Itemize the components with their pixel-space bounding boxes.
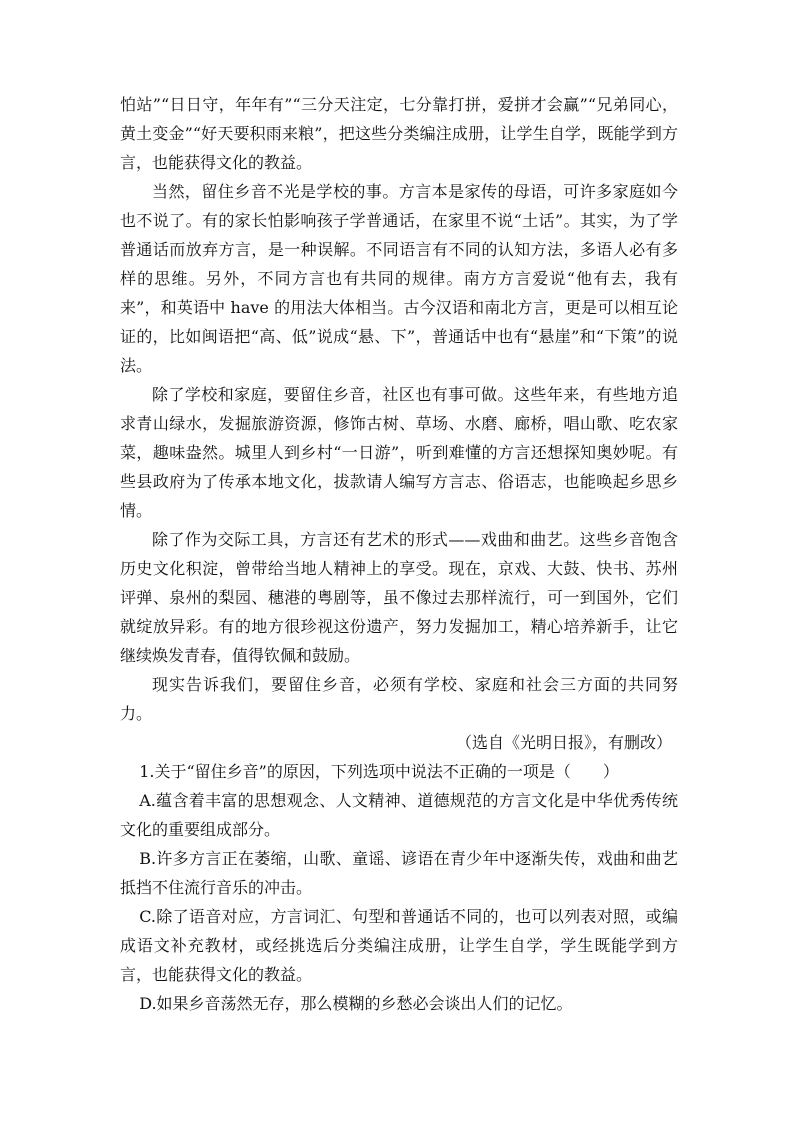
question-option-d: D.如果乡音荡然无存，那么模糊的乡愁必会谈出人们的记忆。 (139, 994, 573, 1013)
article-source: （选自《光明日报》，有删改） (455, 733, 672, 752)
article-paragraph-1: 当然，留住乡音不光是学校的事。方言本是家传的母语，可许多家庭如今也不说了。有的家长怕影响孩子学普通话，在家里不说“土话”。其实，为了学普通话而放弃方言，是一种误解。不同语言有不同的认知方法，多语人必有多样的思维。另外，不同方言也有共同的规律。南方方言爱说“他有去，我有来”，和英语中 have 的用法大体相当。古今汉语和南北方言，更是可以相互论证的，比如闽语把“高、低”说成“悬、下”，普通话中也有“悬崖”和“下策”的说法。 (120, 182, 678, 375)
question-option-c: C.除了语音对应，方言词汇、句型和普通话不同的，也可以列表对照，或编成语文补充教材，或经挑选后分类编注成册，让学生自学，学生既能学到方言，也能获得文化的教益。 (120, 907, 678, 984)
article-paragraph-0: 怕站”“日日守，年年有”“三分天注定，七分靠打拼，爱拼才会赢”“兄弟同心，黄土变金”“好天要积雨来粮”，把这些分类编注成册，让学生自学，既能学到方言，也能获得文化的教益。 (120, 95, 678, 172)
document-page (120, 90, 678, 1018)
article-paragraph-2: 除了学校和家庭，要留住乡音，社区也有事可做。这些年来，有些地方追求青山绿水，发掘旅游资源，修饰古树、草场、水磨、廊桥，唱山歌、吃农家菜，趣味盎然。城里人到乡村“一日游”，听到难懂的方言还想探知奥妙呢。有些县政府为了传承本地文化，拔款请人编写方言志、俗语志，也能唤起乡思乡情。 (120, 385, 678, 520)
question-option-b: B.许多方言正在萎缩，山歌、童谣、谚语在青少年中逐渐失传，戏曲和曲艺抵挡不住流行音乐的冲击。 (120, 849, 678, 897)
article-paragraph-3: 除了作为交际工具，方言还有艺术的形式——戏曲和曲艺。这些乡音饱含历史文化积淀，曾带给当地人精神上的享受。现在，京戏、大鼓、快书、苏州评弹、泉州的梨园、穗港的粤剧等，虽不像过去那样流行，可一到国外，它们就绽放异彩。有的地方很珍视这份遗产，努力发掘加工，精心培养新手，让它继续焕发青春，值得钦佩和鼓励。 (120, 530, 678, 665)
question-option-a: A.蕴含着丰富的思想观念、人文精神、道德规范的方言文化是中华优秀传统文化的重要组成部分。 (120, 791, 678, 839)
article-paragraph-4: 现实告诉我们，要留住乡音，必须有学校、家庭和社会三方面的共同努力。 (120, 675, 678, 723)
question-stem: 1.关于“留住乡音”的原因，下列选项中说法不正确的一项是（ ） (139, 762, 619, 781)
